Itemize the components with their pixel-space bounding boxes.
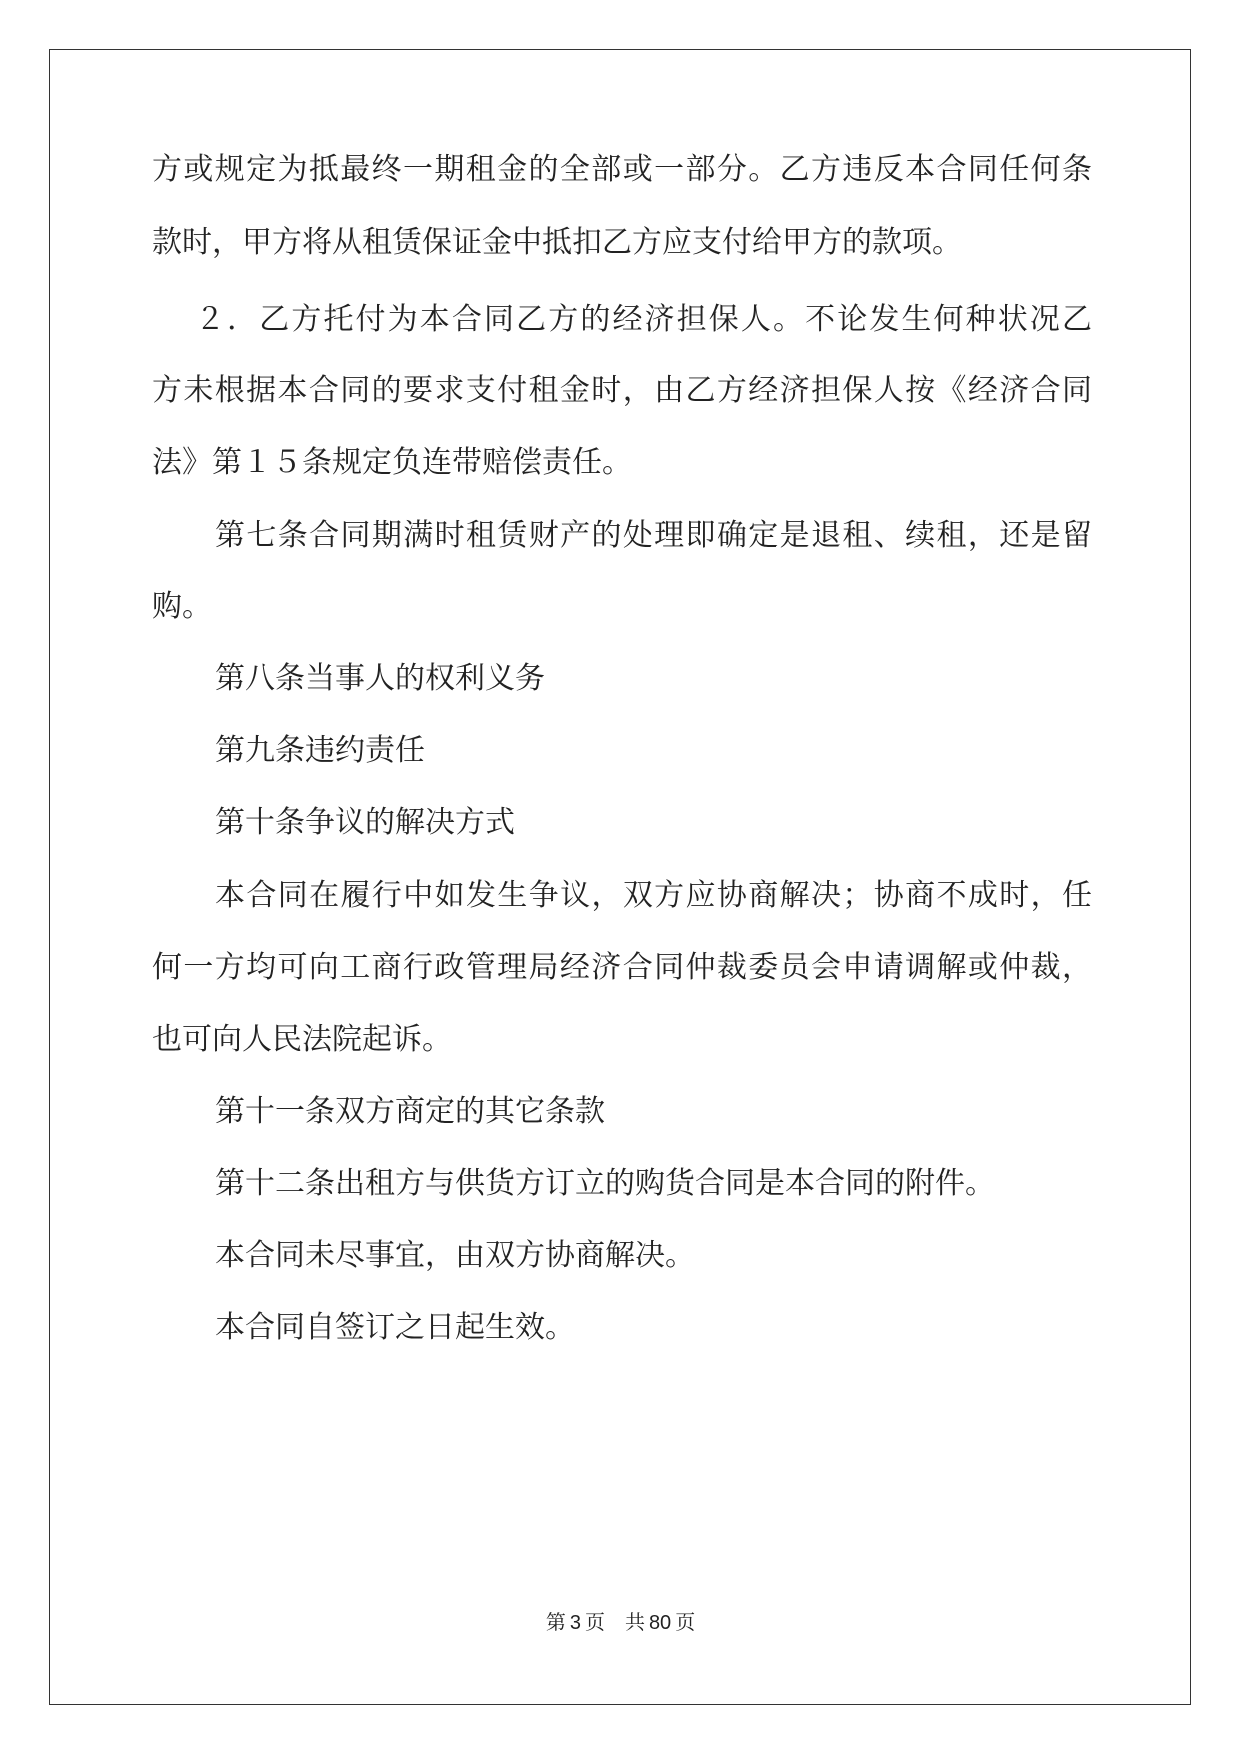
body-line-16: 本合同未尽事宜，由双方协商解决。 xyxy=(215,1238,695,1273)
footer-page-total: 80 xyxy=(648,1612,672,1634)
body-line-6: 第七条合同期满时租赁财产的处理即确定是退租、续租，还是留 xyxy=(215,518,1092,553)
body-line-1: 方或规定为抵最终一期租金的全部或一部分。乙方违反本合同任何条 xyxy=(152,152,1092,187)
footer-page-suffix: 页 xyxy=(584,1610,605,1634)
body-line-4: 方未根据本合同的要求支付租金时，由乙方经济担保人按《经济合同 xyxy=(152,373,1092,408)
body-line-5: 法》第１５条规定负连带赔偿责任。 xyxy=(152,445,632,480)
body-line-17: 本合同自签订之日起生效。 xyxy=(215,1310,575,1345)
body-line-2: 款时，甲方将从租赁保证金中抵扣乙方应支付给甲方的款项。 xyxy=(152,225,962,260)
body-line-15: 第十二条出租方与供货方订立的购货合同是本合同的附件。 xyxy=(215,1166,995,1201)
body-line-12: 何一方均可向工商行政管理局经济合同仲裁委员会申请调解或仲裁， xyxy=(152,950,1092,985)
body-line-13: 也可向人民法院起诉。 xyxy=(152,1022,452,1057)
footer-total-prefix: 共 xyxy=(624,1610,645,1634)
body-line-7: 购。 xyxy=(152,589,212,624)
footer-total-suffix: 页 xyxy=(675,1610,696,1634)
page-footer xyxy=(0,1606,1241,1636)
body-line-14: 第十一条双方商定的其它条款 xyxy=(215,1094,605,1129)
body-line-8: 第八条当事人的权利义务 xyxy=(215,661,545,696)
body-line-3: ２．乙方托付为本合同乙方的经济担保人。不论发生何种状况乙 xyxy=(195,302,1092,337)
body-line-11: 本合同在履行中如发生争议，双方应协商解决；协商不成时，任 xyxy=(215,878,1092,913)
footer-page-current: 3 xyxy=(569,1612,581,1634)
body-line-10: 第十条争议的解决方式 xyxy=(215,805,515,840)
body-line-9: 第九条违约责任 xyxy=(215,733,425,768)
footer-page-prefix: 第 xyxy=(545,1610,566,1634)
